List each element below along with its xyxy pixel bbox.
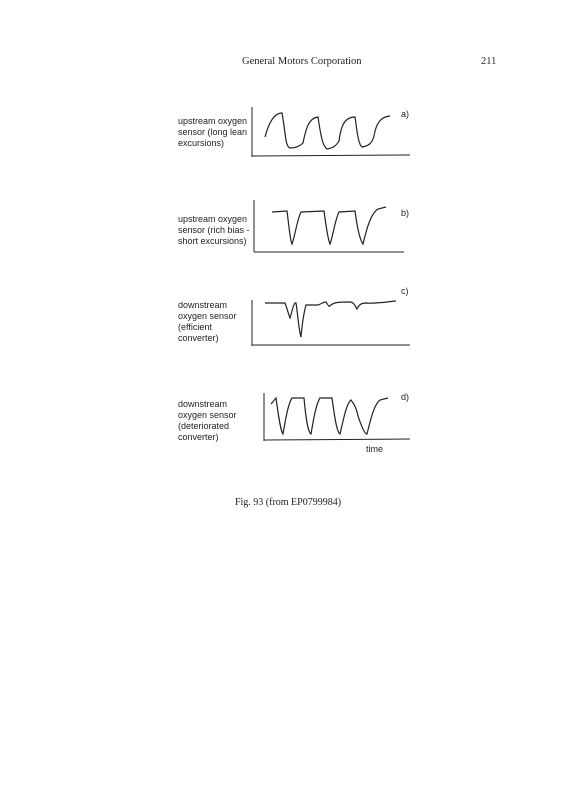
panel-d-label-line: converter) xyxy=(178,432,219,442)
panel-d-label-line: oxygen sensor xyxy=(178,410,237,420)
panel-c-letter: c) xyxy=(401,286,409,296)
panel-c-plot xyxy=(252,300,410,346)
panel-c-label-line: oxygen sensor xyxy=(178,311,237,321)
panel-a-plot xyxy=(252,107,410,157)
panel-d-trace xyxy=(271,398,388,434)
figure-caption: Fig. 93 (from EP0799984) xyxy=(234,497,342,508)
time-axis-label: time xyxy=(366,444,384,454)
panel-b-plot xyxy=(254,200,404,252)
panel-d-label-line: (deteriorated xyxy=(178,421,230,431)
panel-a-letter: a) xyxy=(401,109,410,119)
panel-b-letter: b) xyxy=(401,208,410,218)
page-number: 211 xyxy=(481,56,497,67)
panel-d-plot xyxy=(264,393,410,441)
panel-b-label-line: upstream oxygen xyxy=(178,214,248,224)
panel-b-trace xyxy=(272,207,386,244)
panel-c-label-line: converter) xyxy=(178,333,219,343)
panel-b-label-line: sensor (rich bias - xyxy=(178,225,250,235)
panel-a-trace xyxy=(265,113,390,149)
panel-d-x-axis xyxy=(264,439,410,440)
running-title: General Motors Corporation xyxy=(242,56,362,67)
panel-c-label-line: downstream xyxy=(178,300,228,310)
panel-a-label-line: upstream oxygen xyxy=(178,116,248,126)
panel-c-label-line: (efficient xyxy=(178,322,212,332)
panel-c-trace xyxy=(265,301,396,337)
panel-b-label-line: short excursions) xyxy=(178,236,247,246)
panel-a-x-axis xyxy=(252,155,410,156)
panel-d-label-line: downstream xyxy=(178,399,228,409)
panel-a-label-line: sensor (long lean xyxy=(178,127,248,137)
panel-d-letter: d) xyxy=(401,392,410,402)
panel-a-label-line: excursions) xyxy=(178,138,225,148)
